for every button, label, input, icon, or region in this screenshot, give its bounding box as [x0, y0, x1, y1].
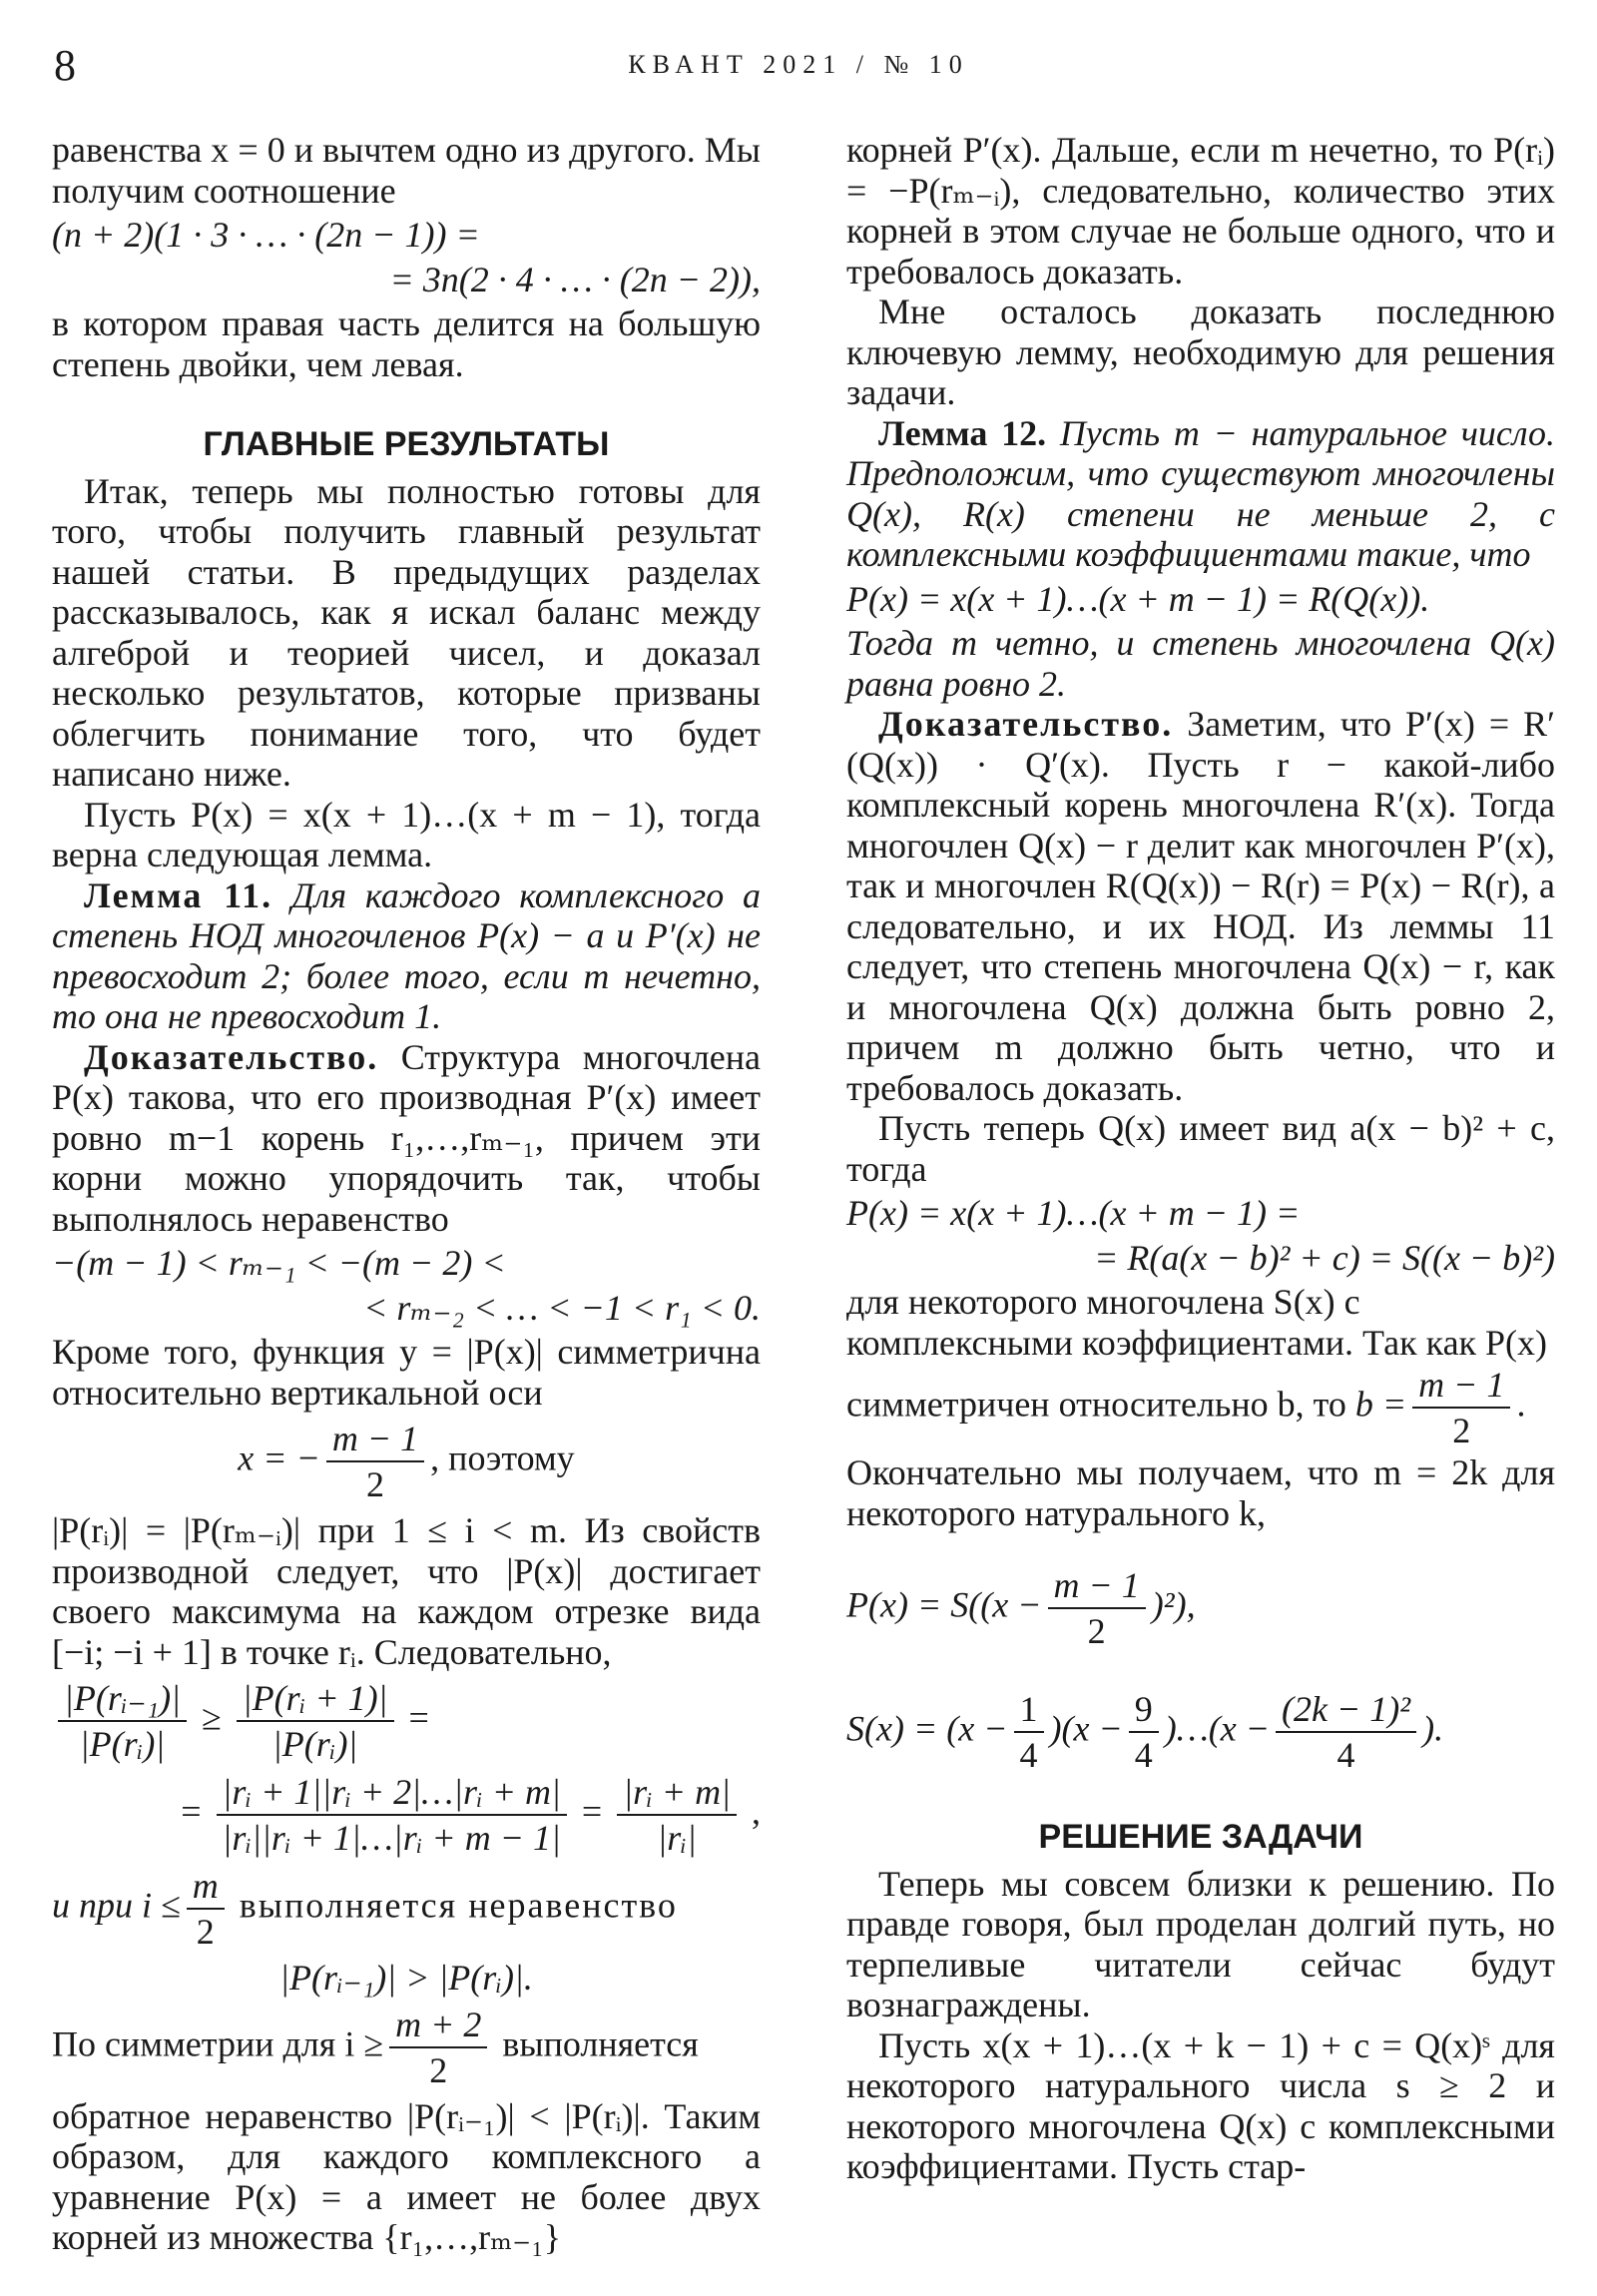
- paragraph: Пусть P(x) = x(x + 1)…(x + m − 1), тогда верна следующая лемма.: [52, 794, 761, 874]
- fraction: [1129, 1687, 1159, 1777]
- fraction-numerator: m: [187, 1864, 225, 1910]
- lemma-12-conclusion: [846, 623, 1555, 704]
- fraction: [1014, 1687, 1044, 1777]
- paragraph: в котором правая часть делится на большую степень двойки, чем левая.: [52, 303, 761, 384]
- left-column: [52, 130, 761, 2258]
- spacer: [846, 1657, 1555, 1683]
- section-heading-solution: РЕШЕНИЕ ЗАДАЧИ: [1038, 1818, 1363, 1856]
- condition-text: и при i ≤: [52, 1885, 181, 1926]
- equation: = R(a(x − b)² + c) = S((x − b)²): [1094, 1237, 1555, 1278]
- fraction-numerator: |P(rᵢ + 1)|: [237, 1676, 394, 1722]
- fraction-numerator: |rᵢ + m|: [617, 1770, 737, 1816]
- inequality: −(m − 1) < rₘ₋₁ < −(m − 2) <: [52, 1243, 506, 1283]
- paragraph: Итак, теперь мы полностью готовы для того, чтобы получить главный результат нашей статьи. В предыдущих разделах рассказывалось, как я искал баланс между алгеброй и теорией чисел, и доказал несколько результатов, которые призваны облегчить понимание того, что будет написано ниже.: [52, 470, 761, 794]
- equation: (n + 2)(1 · 3 · … · (2n − 1)) =: [52, 215, 480, 255]
- inequality: < rₘ₋₂ < … < −1 < r₁ < 0.: [363, 1287, 761, 1328]
- fraction-numerator: |P(rᵢ₋₁)|: [58, 1676, 187, 1722]
- fraction-denominator: 2: [1087, 1611, 1106, 1651]
- fraction-numerator: (2k − 1)²: [1276, 1687, 1416, 1733]
- equation-s-of-x: [846, 1687, 1555, 1777]
- equation: = 3n(2 · 4 · … · (2n − 2)),: [389, 259, 761, 299]
- equation: P(x) = x(x + 1)…(x + m − 1) =: [846, 1193, 1301, 1233]
- proof-text: Заметим, что P′(x) = R′(Q(x)) · Q′(x). Пусть r − какой-либо комплексный корень многочлена R′(x). Тогда многочлен Q(x) − r делит как многочлен P′(x), так и многочлен R(Q(x)) − R(r) = P(x) − R(r), а следовательно, и их НОД. Из леммы 11 следует, что степень многочлена Q(x) − r, как и многочлена Q(x) должна быть ровно 2, причем m должно быть четно, что и требовалось доказать.: [846, 704, 1555, 1108]
- condition-line: [52, 1864, 761, 1954]
- paragraph: Теперь мы совсем близки к решению. По правде говоря, был проделан долгий путь, но терпеливые читатели сейчас будут вознаграждены.: [846, 1863, 1555, 2024]
- lemma-11: [52, 875, 761, 1037]
- fraction: [1412, 1363, 1510, 1452]
- fraction-denominator: |P(rᵢ)|: [79, 1724, 166, 1764]
- equation-part: )…(x −: [1164, 1708, 1271, 1749]
- equation-part: )(x −: [1049, 1708, 1123, 1749]
- fraction: [187, 1864, 225, 1954]
- punctuation: .: [1516, 1384, 1526, 1425]
- equation-p-of-x: [846, 1563, 1555, 1653]
- section-heading-main-results: ГЛАВНЫЕ РЕЗУЛЬТАТЫ: [203, 425, 610, 463]
- math-operator: ,: [752, 1791, 761, 1832]
- math-operator: =: [581, 1791, 603, 1832]
- page-header: [50, 40, 1547, 100]
- fraction-denominator: |rᵢ||rᵢ + 1|…|rᵢ + m − 1|: [222, 1818, 561, 1858]
- page-number: 8: [54, 41, 76, 90]
- proof-heading: Доказательство.: [84, 1036, 379, 1077]
- fraction-numerator: 9: [1129, 1687, 1159, 1733]
- equation-part: )²),: [1151, 1584, 1196, 1625]
- proof: [52, 1037, 761, 1240]
- fraction-numerator: m + 2: [389, 2003, 487, 2048]
- proof: [846, 704, 1555, 1108]
- fraction-numerator: m − 1: [1412, 1363, 1510, 1409]
- paragraph: Пусть x(x + 1)…(x + k − 1) + c = Q(x)ˢ для некоторого натурального числа s ≥ 2 и некоторого многочлена Q(x) с комплексными коэффициентами. Пусть стар-: [846, 2024, 1555, 2186]
- axis-formula-lhs: x = −: [238, 1437, 320, 1478]
- paragraph: Кроме того, функция y = |P(x)| симметрична относительно вертикальной оси: [52, 1332, 761, 1413]
- condition-line: [52, 2003, 761, 2092]
- ratio-formula-line-2: [52, 1770, 761, 1860]
- paragraph: обратное неравенство |P(rᵢ₋₁)| < |P(rᵢ)|. Таким образом, для каждого комплексного a уравнение P(x) = a имеет не более двух корней из множества {r₁,…,rₘ₋₁}: [52, 2095, 761, 2257]
- fraction-denominator: 4: [1336, 1735, 1355, 1775]
- equation-part: P(x) = S((x −: [846, 1584, 1042, 1625]
- fraction: [58, 1676, 187, 1766]
- inequality: |P(rᵢ₋₁)| > |P(rᵢ)|.: [279, 1958, 533, 1998]
- fraction: [1276, 1687, 1416, 1777]
- equation-part: ).: [1422, 1708, 1444, 1749]
- fraction-numerator: 1: [1014, 1687, 1044, 1733]
- running-title: КВАНТ 2021 / № 10: [628, 50, 969, 79]
- formula-lhs: b =: [1354, 1384, 1407, 1425]
- paragraph: равенства x = 0 и вычтем одно из другого. Мы получим соотношение: [52, 130, 761, 211]
- lemma-12-statement: Пусть m − натуральное число. Предположим, что существуют многочлены Q(x), R(x) степени не меньше 2, с комплексными коэффициентами такие, что: [846, 412, 1555, 574]
- fraction: [389, 2003, 487, 2092]
- fraction-denominator: |rᵢ|: [657, 1818, 697, 1858]
- paragraph: Окончательно мы получаем, что m = 2k для некоторого натурального k,: [846, 1452, 1555, 1533]
- axis-formula: [52, 1417, 761, 1506]
- math-operator: ≥: [201, 1697, 222, 1738]
- fraction-denominator: |P(rᵢ)|: [271, 1724, 358, 1764]
- fraction-denominator: 2: [366, 1464, 385, 1504]
- equation-part: S(x) = (x −: [846, 1708, 1008, 1749]
- condition-text: По симметрии для i ≥: [52, 2022, 384, 2063]
- lemma-12-conclusion-text: Тогда m четно, и степень многочлена Q(x) равна ровно 2.: [846, 623, 1555, 704]
- paragraph: |P(rᵢ)| = |P(rₘ₋ᵢ)| при 1 ≤ i < m. Из свойств производной следует, что |P(x)| достигает своего максимума на каждом отрезке вида [−i; −i + 1] в точке rᵢ. Следовательно,: [52, 1510, 761, 1672]
- fraction: [326, 1417, 424, 1506]
- fraction-numerator: |rᵢ + 1||rᵢ + 2|…|rᵢ + m|: [217, 1770, 567, 1816]
- paragraph: корней P′(x). Дальше, если m нечетно, то P(rᵢ) = −P(rₘ₋ᵢ), следовательно, количество этих корней в этом случае не больше одного, что и требовалось доказать.: [846, 130, 1555, 291]
- lemma-11-heading: Лемма 11.: [84, 874, 273, 915]
- fraction: [237, 1676, 394, 1766]
- fraction-denominator: 2: [1452, 1411, 1471, 1450]
- math-operator: =: [181, 1791, 202, 1832]
- axis-formula-rest: , поэтому: [430, 1437, 575, 1478]
- paragraph: Мне осталось доказать последнюю ключевую лемму, необходимую для решения задачи.: [846, 291, 1555, 412]
- math-operator: =: [408, 1697, 429, 1738]
- ratio-formula-line-1: [52, 1676, 761, 1766]
- equation: P(x) = x(x + 1)…(x + m − 1) = R(Q(x)).: [846, 578, 1430, 619]
- lemma-12: [846, 413, 1555, 575]
- fraction-denominator: 4: [1134, 1735, 1153, 1775]
- fraction: [617, 1770, 737, 1860]
- spacer: [846, 1533, 1555, 1559]
- fraction: [217, 1770, 567, 1860]
- fraction-numerator: m − 1: [1048, 1563, 1146, 1609]
- condition-text: выполняется: [502, 2022, 699, 2063]
- fraction-denominator: 4: [1019, 1735, 1038, 1775]
- fraction-denominator: 2: [196, 1912, 215, 1952]
- fraction-numerator: m − 1: [326, 1417, 424, 1462]
- lemma-12-heading: Лемма 12.: [878, 412, 1047, 453]
- fraction-denominator: 2: [429, 2049, 448, 2090]
- proof-text: Структура многочлена P(x) такова, что его производная P′(x) имеет ровно m−1 корень r₁,…,rₘ₋₁, причем эти корни можно упорядочить так, чтобы выполнялось неравенство: [52, 1036, 761, 1239]
- paragraph: Пусть теперь Q(x) имеет вид a(x − b)² + c, тогда: [846, 1108, 1555, 1189]
- symmetry-paragraph: [846, 1282, 1555, 1452]
- condition-text: выполняется неравенство: [239, 1885, 678, 1926]
- right-column: [846, 130, 1555, 2187]
- proof-heading: Доказательство.: [878, 704, 1174, 744]
- lemma-11-statement: Для каждого комплексного a степень НОД многочленов P(x) − a и P′(x) не превосходит 2; более того, если m нечетно, то она не превосходит 1.: [52, 874, 761, 1036]
- fraction: [1048, 1563, 1146, 1653]
- paragraph-text: для некоторого многочлена S(x) с комплексными коэффициентами. Так как P(x) симметричен относительно b, то: [846, 1282, 1548, 1425]
